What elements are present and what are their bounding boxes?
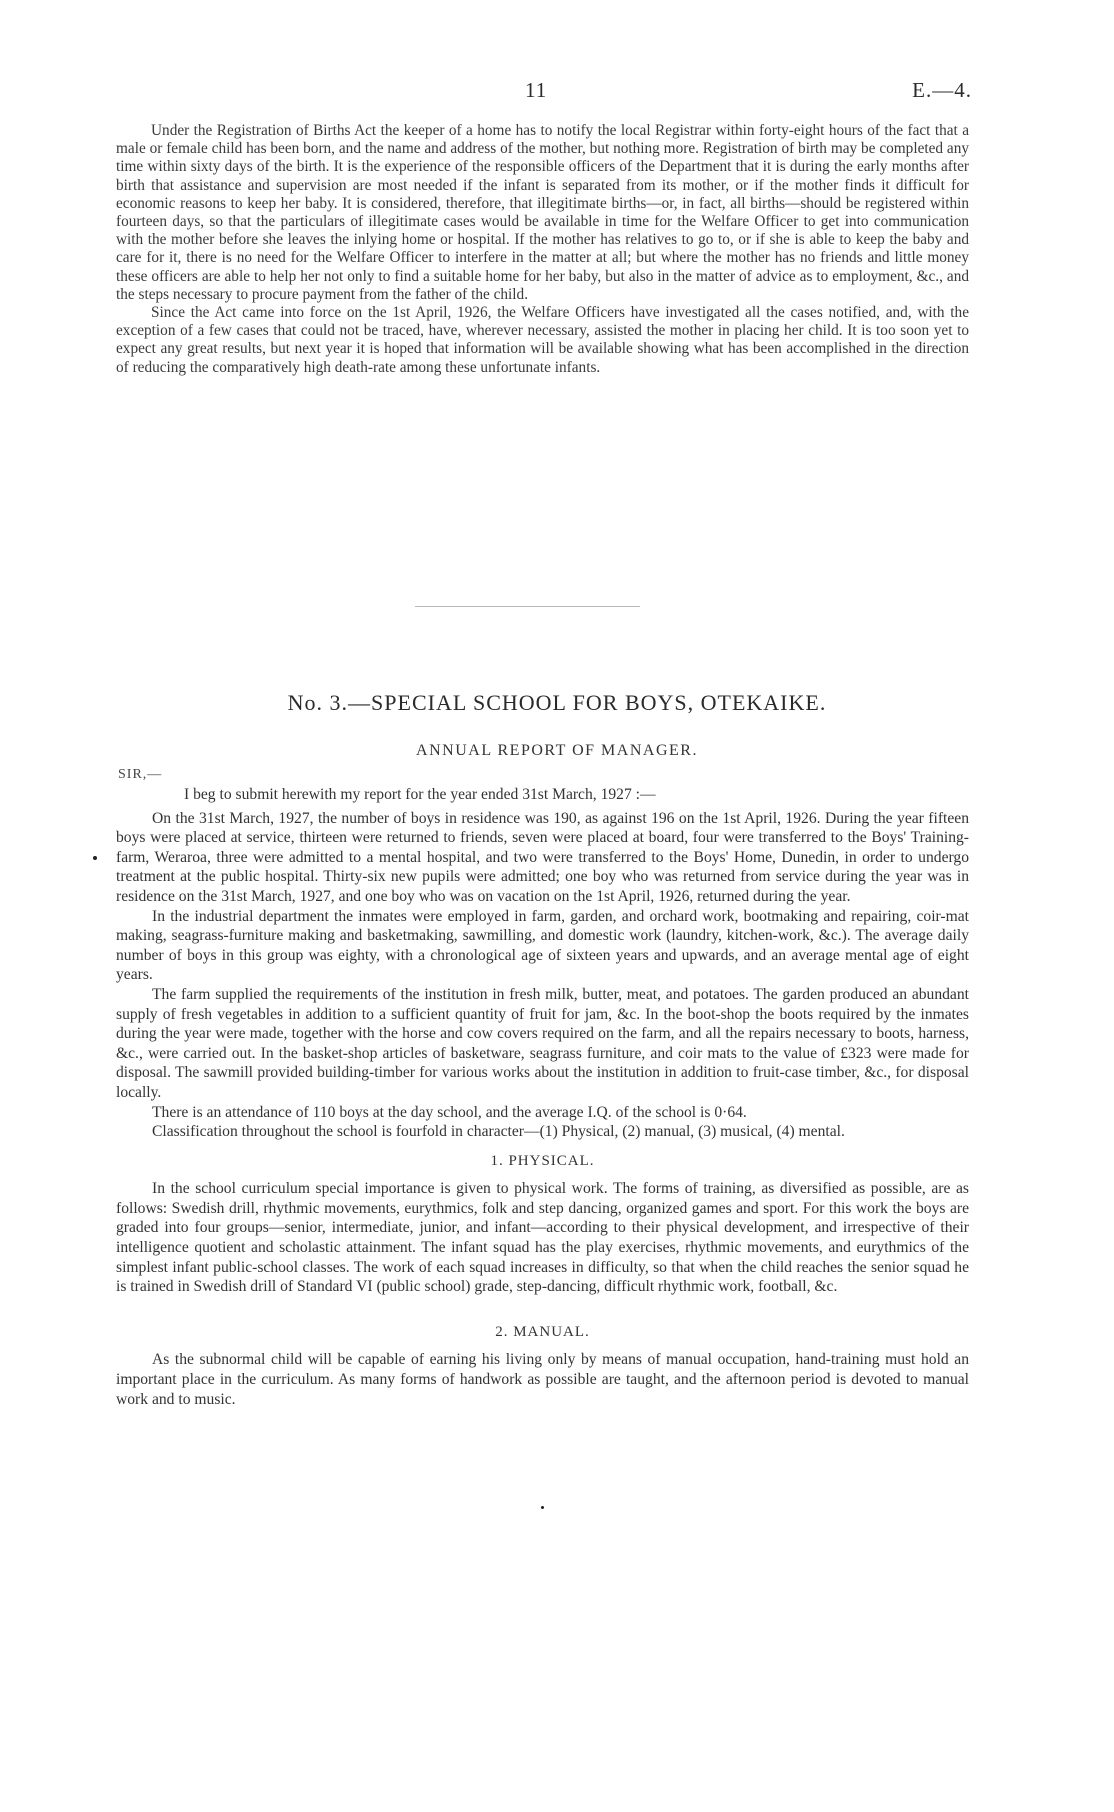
stray-mark [541, 1506, 544, 1509]
page-header [0, 78, 1114, 106]
report-subtitle: ANNUAL REPORT OF MANAGER. [416, 742, 698, 759]
report-intro: I beg to submit herewith my report for the year ended 31st March, 1927 :— [184, 786, 656, 803]
manual-paragraph: As the subnormal child will be capable of earning his living only by means of manual occupation, hand-training must hold an important place in the curriculum. As many forms of handwork as possible are taught, and the afternoon period is devoted to manual work and to music. [116, 1351, 969, 1408]
otekaike-report-body [116, 785, 969, 1409]
paragraph: On the 31st March, 1927, the number of boys in residence was 190, as against 196 on the 1st April, 1926. During the year fifteen boys were placed at service, thirteen were returned to friends, seven were placed at board, four were transferred to the Boys' Training-farm, Weraroa, three were admitted to a mental hospital, and two were transferred to the Boys' Home, Dunedin, in order to undergo treatment at the public hospital. Thirty-six new pupils were admitted; one boy who was returned from service during the year was in residence on the 31st March, 1927, and one boy who was on vacation on the 1st April, 1926, returned during the year. [116, 809, 969, 905]
paragraph: Since the Act came into force on the 1st April, 1926, the Welfare Officers have investigated all the cases notified, and, with the exception of a few cases that could not be traced, have, wherever necessary, assisted the mother in placing her child. It is too soon yet to expect any great results, but next year it is hoped that information will be available showing what has been accomplished in the direction of reducing the comparatively high death-rate among these unfortunate infants. [116, 304, 969, 376]
physical-heading: 1. PHYSICAL. [490, 1152, 595, 1169]
physical-paragraph: In the school curriculum special importance is given to physical work. The forms of training, as diversified as possible, are as follows: Swedish drill, rhythmic movements, eurythmics, folk and step dancing, organized games and sport. For this work the boys are graded into four groups—senior, intermediate, junior, and infant—according to their physical development, and irrespective of their intelligence quotient and scholastic attainment. The infant squad has the play exercises, rhythmic movements, and eurythmics of the simplest infant public-school classes. The work of each squad increases in difficulty, so that when the child reaches the senior squad he is trained in Swedish drill of Standard VI (public school) grade, step-dancing, difficult rhythmic work, football, &c. [116, 1180, 969, 1296]
paragraph: The farm supplied the requirements of the institution in fresh milk, butter, meat, and potatoes. The garden produced an abundant supply of fresh vegetables in addition to a sufficient quantity of fruit for jam, &c. In the boot-shop the boots required by the inmates during the year were made, together with the horse and cow covers required on the farm, and all the repairs necessary to boots, harness, &c., were carried out. In the basket-shop articles of basketware, seagrass furniture, and coir mats to the value of £323 were made for disposal. The sawmill provided building-timber for various works about the institution in addition to fruit-case timber, &c., for disposal locally. [116, 985, 969, 1101]
paragraph: Classification throughout the school is fourfold in character—(1) Physical, (2) manual, (3) musical, (4) mental. [152, 1123, 845, 1141]
report-title: No. 3.—SPECIAL SCHOOL FOR BOYS, OTEKAIKE. [287, 690, 827, 715]
paragraph: In the industrial department the inmates were employed in farm, garden, and orchard work, bootmaking and repairing, coir-mat making, seagrass-furniture making and basketmaking, sawmilling, and domestic work (laundry, kitchen-work, &c.). The average daily number of boys in this group was eighty, with a chronological age of sixteen years and upwards, and an average mental age of eight years. [116, 907, 969, 984]
stray-mark [93, 856, 97, 860]
manual-heading: 2. MANUAL. [495, 1323, 590, 1340]
section-divider [415, 606, 640, 607]
registration-section [116, 122, 969, 377]
salutation: SIR,— [118, 767, 163, 782]
paragraph: Under the Registration of Births Act the keeper of a home has to notify the local Registrar within forty-eight hours of the fact that a male or female child has been born, and the name and address of the mother, but nothing more. Registration of birth may be completed any time within sixty days of the birth. It is the experience of the responsible officers of the Department that it is during the early months after birth that assistance and supervision are most needed if the infant is separated from its mother, or if the mother finds it difficult for economic reasons to keep her baby. It is considered, therefore, that illegitimate births—or, in fact, all births—should be registered within fourteen days, so that the particulars of illegitimate cases would be available in time for the Welfare Officer to get into communication with the mother before she leaves the inlying home or hospital. If the mother has relatives to go to, or if she is able to keep the baby and care for it, there is no need for the Welfare Officer to interfere in the matter at all; but where the mother has no friends and little money these officers are able to help her not only to find a suitable home for her baby, but also in the matter of advice as to employment, &c., and the steps necessary to procure payment from the father of the child. [116, 122, 969, 303]
page-number: 11 [525, 78, 548, 102]
paragraph: There is an attendance of 110 boys at the day school, and the average I.Q. of the school is 0·64. [152, 1103, 747, 1121]
document-code: E.—4. [912, 78, 972, 102]
